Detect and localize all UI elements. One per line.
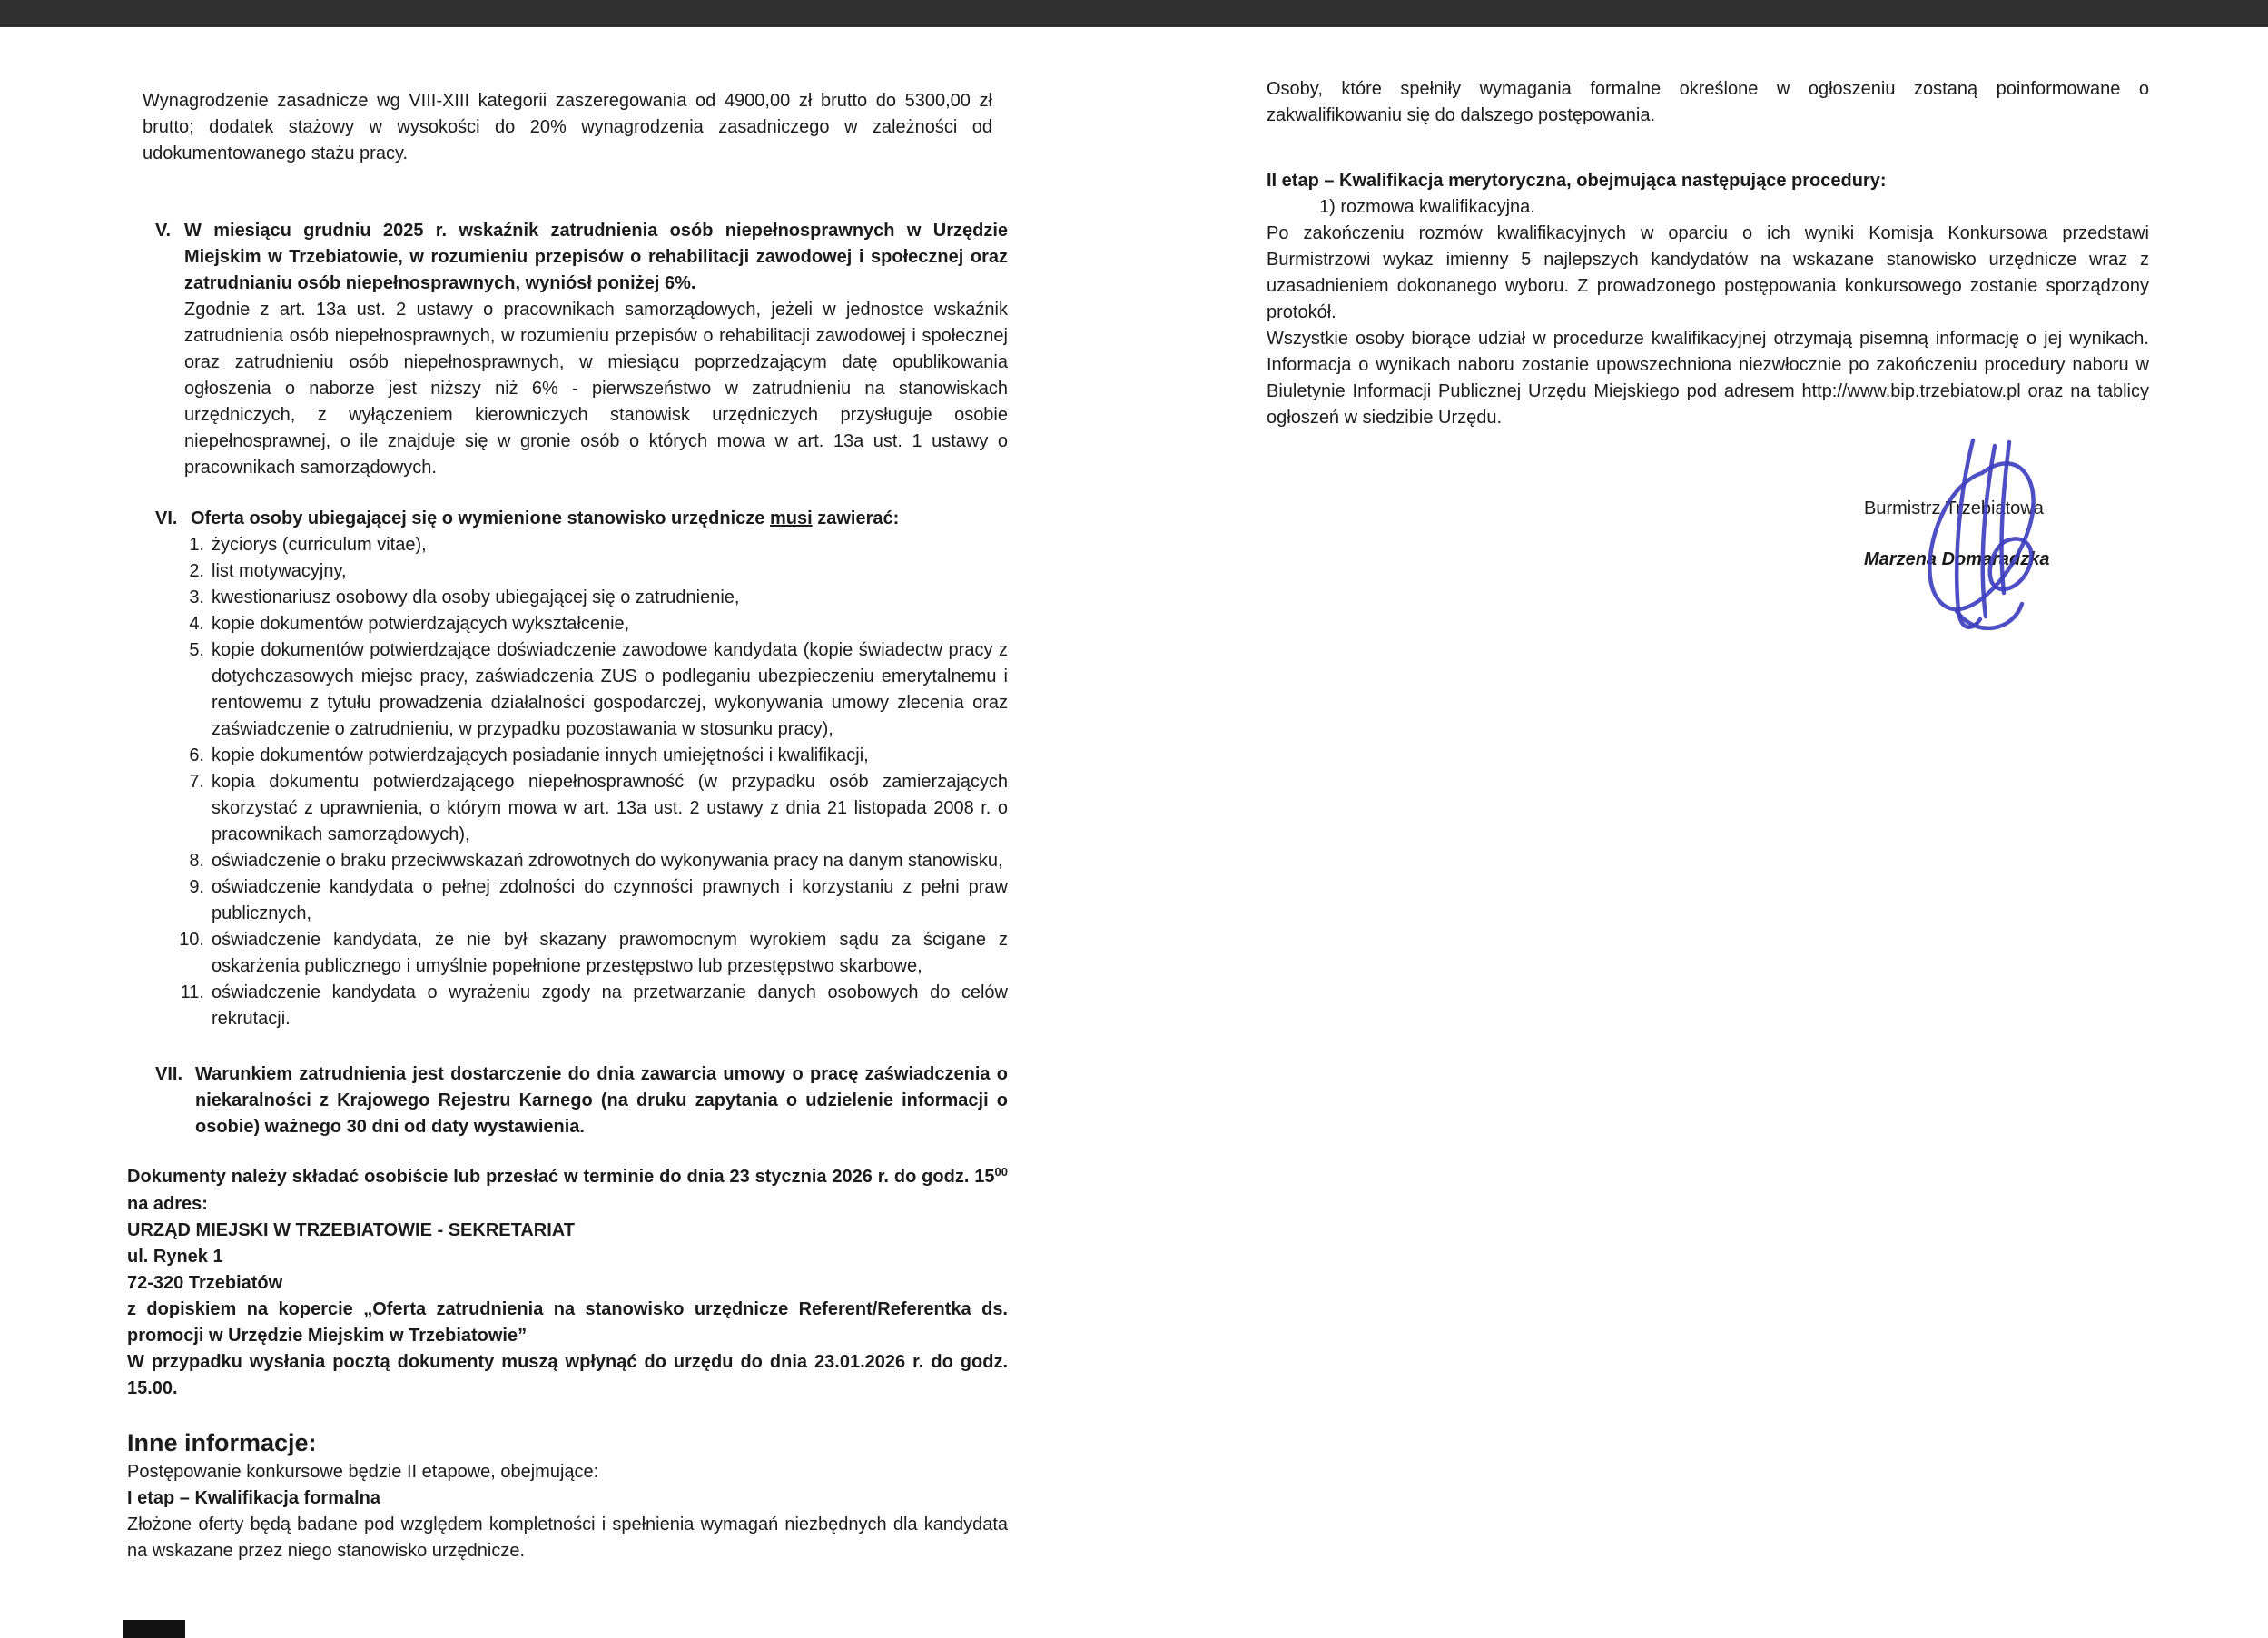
left-column <box>127 88 1008 1564</box>
submission-deadline-tail: na adres: <box>127 1194 208 1214</box>
list-item <box>127 874 1008 927</box>
list-item-text: kwestionariusz osobowy dla osoby ubiegającej się o zatrudnienie, <box>212 587 740 607</box>
postal-note: W przypadku wysłania pocztą dokumenty muszą wpłynąć do urzędu do dnia 23.01.2026 r. do godz. 15.00. <box>127 1352 1008 1398</box>
list-item-number: 2. <box>189 561 204 581</box>
list-item-number: 3. <box>189 587 204 607</box>
signer-name: Marzena Domaradzka <box>1864 549 2050 569</box>
list-item-number: 6. <box>189 745 204 765</box>
list-item-text: życiorys (curriculum vitae), <box>212 535 427 555</box>
list-item-text: oświadczenie kandydata o pełnej zdolności do czynności prawnych i korzystaniu z pełni praw publicznych, <box>212 877 1008 923</box>
list-item-text: oświadczenie kandydata o wyrażeniu zgody na przetwarzanie danych osobowych do celów rekrutacji. <box>212 982 1008 1029</box>
list-item <box>127 585 1008 611</box>
stage1-heading: I etap – Kwalifikacja formalna <box>127 1488 380 1508</box>
list-item <box>127 769 1008 848</box>
address-line: URZĄD MIEJSKI W TRZEBIATOWIE - SEKRETARIAT <box>127 1220 575 1240</box>
section-vi-header <box>127 506 1008 532</box>
section-v-body: Zgodnie z art. 13a ust. 2 ustawy o pracownikach samorządowych, jeżeli w jednostce wskaźnik zatrudnienia osób niepełnosprawnych, w rozumieniu przepisów o rehabilitacji zawodowej i społecznej oraz zatrudnieniu osób niepełnosprawnych, w miesiącu poprzedzającym datę opublikowania ogłoszenia o naborze jest niższy niż 6% - pierwszeństwo w zatrudnieniu na stanowiskach urzędniczych, z wyłączeniem kierowniczych stanowisk urzędniczych przysługuje osobie niepełnosprawnej, o ile znajduje się w gronie osób o których mowa w art. 13a ust. 1 ustawy o pracownikach samorządowych. <box>184 300 1008 478</box>
address-line: 72-320 Trzebiatów <box>127 1273 283 1293</box>
list-item-number: 7. <box>189 772 204 792</box>
section-vi-number: VI. <box>155 508 178 528</box>
formal-qualification-result-paragraph: Osoby, które spełniły wymagania formalne określone w ogłoszeniu zostaną poinformowane o zakwalifikowaniu się do dalszego postępowania. <box>1267 79 2149 125</box>
section-vi-header-underlined-word: musi <box>769 508 813 528</box>
list-item <box>127 848 1008 874</box>
list-item-number: 8. <box>189 851 204 871</box>
section-v <box>127 218 1008 481</box>
section-vii-text: Warunkiem zatrudnienia jest dostarczenie do dnia zawarcia umowy o pracę zaświadczenia o niekaralności z Krajowego Rejestru Karnego (na druku zapytania o udzielenie informacji o osobie) ważnego 30 dni od daty wystawienia. <box>195 1064 1008 1137</box>
section-vi-items <box>127 532 1008 1032</box>
submission-block <box>127 1164 1008 1402</box>
list-item <box>127 980 1008 1032</box>
list-item-number: 5. <box>189 640 204 660</box>
stage1-text: Złożone oferty będą badane pod względem kompletności i spełnienia wymagań niezbędnych dla kandydata na wskazane przez niego stanowisko urzędnicze. <box>127 1515 1008 1561</box>
envelope-note: z dopiskiem na kopercie „Oferta zatrudnienia na stanowisko urzędnicze Referent/Referentka ds. promocji w Urzędzie Miejskim w Trzebiatowie” <box>127 1299 1008 1346</box>
address-line: ul. Rynek 1 <box>127 1247 223 1267</box>
list-item <box>127 927 1008 980</box>
list-item-text: kopie dokumentów potwierdzających posiadanie innych umiejętności i kwalifikacji, <box>212 745 869 765</box>
list-item-number: 10. <box>179 930 204 950</box>
list-item <box>127 558 1008 585</box>
list-item <box>127 743 1008 769</box>
section-vii <box>127 1061 1008 1140</box>
top-bar <box>0 0 2268 27</box>
submission-deadline-line <box>127 1164 1008 1218</box>
section-vii-number: VII. <box>155 1064 183 1084</box>
right-column <box>1267 76 2149 569</box>
other-info-heading: Inne informacje: <box>127 1429 317 1456</box>
submission-deadline-text: Dokumenty należy składać osobiście lub przesłać w terminie do dnia 23 stycznia 2026 r. do godz. 15 <box>127 1167 995 1187</box>
salary-paragraph: Wynagrodzenie zasadnicze wg VIII-XIII kategorii zaszeregowania od 4900,00 zł brutto do 5300,00 zł brutto; dodatek stażowy w wysokości do 20% wynagrodzenia zasadniczego w zależności od udokumentowanego stażu pracy. <box>143 91 992 163</box>
list-item-text: kopie dokumentów potwierdzające doświadczenie zawodowe kandydata (kopie świadectw pracy z dotychczasowych miejsc pracy, zaświadczenia ZUS o podleganiu ubezpieczeniu emerytalnemu i rentowemu z tytułu prowadzenia działalności gospodarczej, wykonywania umowy zlecenia oraz zaświadczenie o zatrudnieniu, w przypadku pozostawania w stosunku pracy), <box>212 640 1008 739</box>
list-item-text: kopia dokumentu potwierdzającego niepełnosprawność (w przypadku osób zamierzających skorzystać z uprawnienia, o którym mowa w art. 13a ust. 2 ustawy z dnia 21 listopada 2008 r. o pracownikach samorządowych), <box>212 772 1008 844</box>
section-v-intro: W miesiącu grudniu 2025 r. wskaźnik zatrudnienia osób niepełnosprawnych w Urzędzie Miejskim w Trzebiatowie, w rozumieniu przepisów o rehabilitacji zawodowej i społecznej oraz zatrudnianiu osób niepełnosprawnych, wyniósł poniżej 6%. <box>184 221 1008 293</box>
list-item-number: 9. <box>189 877 204 897</box>
section-vi-header-tail: zawierać: <box>812 508 900 528</box>
superscript-minutes: 00 <box>994 1165 1008 1179</box>
signer-title: Burmistrz Trzebiatowa <box>1864 498 2044 518</box>
handwritten-signature-icon <box>1902 433 2061 642</box>
list-item-text: oświadczenie o braku przeciwwskazań zdrowotnych do wykonywania pracy na danym stanowisku, <box>212 851 1003 871</box>
list-item-text: list motywacyjny, <box>212 561 347 581</box>
interview-results-paragraph: Po zakończeniu rozmów kwalifikacyjnych w oparciu o ich wyniki Komisja Konkursowa przedstawi Burmistrzowi wykaz imienny 5 najlepszych kandydatów na wskazane stanowisko urzędnicze wraz z uzasadnieniem dokonanego wyboru. Z prowadzonego postępowania konkursowego zostanie sporządzony protokół. <box>1267 223 2149 322</box>
other-info-intro: Postępowanie konkursowe będzie II etapowe, obejmujące: <box>127 1462 599 1482</box>
list-item <box>127 611 1008 637</box>
stage2-heading: II etap – Kwalifikacja merytoryczna, obejmująca następujące procedury: <box>1267 171 1887 191</box>
section-vi-header-text: Oferta osoby ubiegającej się o wymienione stanowisko urzędnicze <box>191 508 770 528</box>
list-item <box>127 532 1008 558</box>
list-item-number: 4. <box>189 614 204 634</box>
list-item-number: 1. <box>189 535 204 555</box>
stage2-procedure-item: 1) rozmowa kwalifikacyjna. <box>1319 197 1535 217</box>
results-publication-paragraph: Wszystkie osoby biorące udział w procedurze kwalifikacyjnej otrzymają pisemną informację o jej wynikach. Informacja o wynikach naboru zostanie upowszechniona niezwłocznie po zakończeniu procedury naboru w Biuletynie Informacji Publicznej Urzędu Miejskiego pod adresem http://www.bip.trzebiatow.pl oraz na tablicy ogłoszeń w siedzibie Urzędu. <box>1267 329 2149 428</box>
list-item-number: 11. <box>180 982 204 1002</box>
list-item <box>127 637 1008 743</box>
list-item-text: kopie dokumentów potwierdzających wykształcenie, <box>212 614 630 634</box>
section-v-number: V. <box>155 221 172 241</box>
list-item-text: oświadczenie kandydata, że nie był skazany prawomocnym wyrokiem sądu za ścigane z oskarżenia publicznego i umyślnie popełnione przestępstwo lub przestępstwo skarbowe, <box>212 930 1008 976</box>
scan-artifact <box>123 1620 185 1638</box>
